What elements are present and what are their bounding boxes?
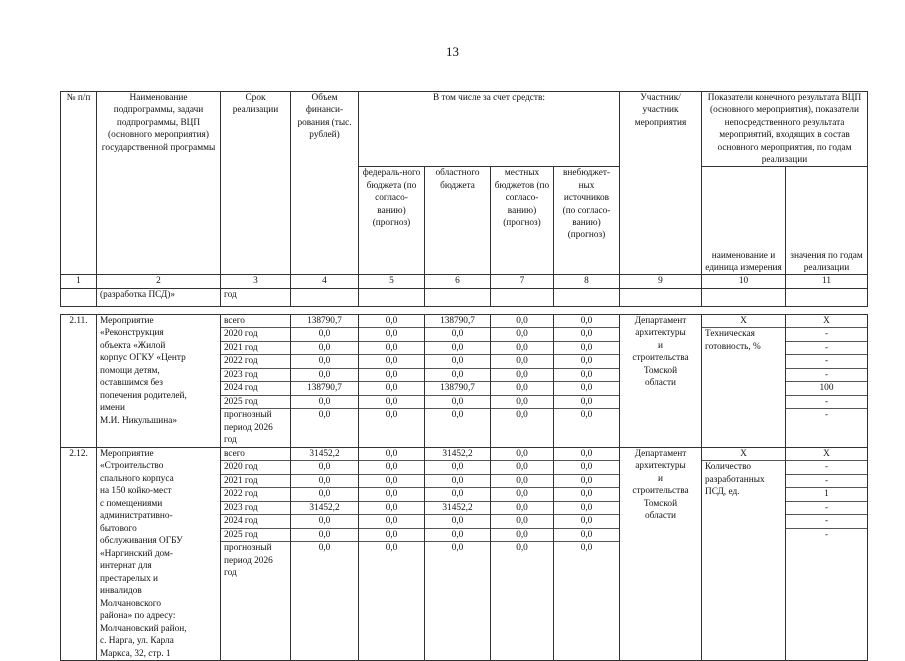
- volume-cell-line: 0,0: [291, 396, 358, 410]
- extra-cell-line: 0,0: [580, 543, 593, 554]
- federal-cell-line: 0,0: [359, 369, 424, 383]
- regional-cell-line: 0,0: [425, 515, 490, 529]
- participant-cell-line: архитектуры: [635, 328, 686, 339]
- extra-cell: [554, 314, 620, 447]
- activity-name-line: оставшимся без: [100, 378, 163, 389]
- term-cell-line: 2024 год: [221, 382, 290, 396]
- participant-cell: [620, 447, 702, 661]
- activity-name-line: объекта «Жилой: [100, 340, 166, 351]
- row-number: 2.12.: [61, 447, 97, 661]
- regional-cell-line: 0,0: [425, 369, 490, 383]
- regional-cell-line: 0,0: [425, 461, 490, 475]
- volume-cell-line: 0,0: [291, 529, 358, 543]
- activity-name-line: с. Нарга, ул. Карла: [100, 636, 174, 647]
- term-cell-line: 2022 год: [221, 355, 290, 369]
- indicator-values-cell-line: 1: [786, 488, 867, 502]
- regional-cell: [425, 314, 491, 447]
- term-cell-line: 2021 год: [221, 342, 290, 356]
- header-participant: Участник/ участник мероприятия: [620, 92, 702, 275]
- extra-cell-line: 0,0: [554, 475, 619, 489]
- volume-cell-line: 31452,2: [291, 502, 358, 516]
- local-cell-line: 0,0: [491, 355, 553, 369]
- extra-cell-line: 0,0: [554, 502, 619, 516]
- continuation-name: (разработка ПСД)»: [97, 288, 221, 306]
- header-extra: внебюджет-ных источников (по согласо-ванию) (прогноз): [554, 167, 620, 275]
- federal-cell-line: 0,0: [385, 410, 398, 421]
- indicator-name-line: готовность, %: [705, 341, 761, 352]
- activity-name-line: Молчановский район,: [100, 623, 187, 634]
- participant-cell-line: области: [644, 378, 677, 389]
- federal-cell-line: 0,0: [359, 515, 424, 529]
- indicator-name-cell: [702, 447, 786, 661]
- page-number: 13: [446, 44, 459, 59]
- indicator-values-cell-line: -: [824, 529, 829, 540]
- activity-name-line: помощи детям,: [100, 365, 160, 376]
- regional-cell-line: 0,0: [451, 543, 464, 554]
- regional-cell-line: 0,0: [425, 475, 490, 489]
- column-number-5: 5: [359, 275, 425, 288]
- header-name: Наименование подпрограммы, задачи подпрограммы, ВЦП (основного мероприятия) государственной программы: [97, 92, 221, 275]
- local-cell-line: 0,0: [516, 410, 528, 421]
- indicator-name-line: разработанных: [705, 474, 765, 485]
- local-cell-line: 0,0: [491, 342, 553, 356]
- column-number-3: 3: [221, 275, 291, 288]
- activity-name-line: инвалидов: [100, 586, 142, 597]
- activity-name-line: на 150 койко-мест: [100, 486, 172, 497]
- header-term: Срок реализации: [221, 92, 291, 275]
- activity-name-line: административно-: [100, 511, 173, 522]
- header-num: № п/п: [61, 92, 97, 275]
- activity-name-line: Молчановского: [100, 598, 162, 609]
- column-number-9: 9: [620, 275, 702, 288]
- indicator-name-line: Техническая: [705, 329, 755, 340]
- local-cell-line: 0,0: [491, 448, 553, 462]
- term-cell-line: 2021 год: [221, 475, 290, 489]
- table-row: [61, 314, 868, 447]
- federal-cell-line: 0,0: [359, 396, 424, 410]
- column-number-7: 7: [491, 275, 554, 288]
- header-volume: Объем финанси-рования (тыс. рублей): [291, 92, 359, 275]
- activity-name-line: интернат для: [100, 561, 152, 572]
- regional-cell-line: 31452,2: [425, 448, 490, 462]
- continuation-term: год: [221, 288, 291, 306]
- regional-cell-line: 31452,2: [425, 502, 490, 516]
- activity-name: [97, 447, 221, 661]
- indicator-values-cell-line: -: [786, 369, 867, 383]
- term-cell-line: 2025 год: [221, 529, 290, 543]
- extra-cell-line: 0,0: [554, 448, 619, 462]
- federal-cell: [359, 314, 425, 447]
- program-table: [60, 91, 868, 661]
- volume-cell: [291, 314, 359, 447]
- activity-name-line: «Наргинский дом-: [100, 548, 173, 559]
- activity-name-line: попечения родителей,: [100, 390, 187, 401]
- federal-cell: [359, 447, 425, 661]
- volume-cell-line: 0,0: [291, 369, 358, 383]
- volume-cell-line: 0,0: [291, 342, 358, 356]
- header-funding-group: В том числе за счет средств:: [359, 92, 620, 167]
- participant-cell-line: Департамент: [634, 315, 687, 326]
- local-cell: [491, 447, 554, 661]
- activity-name-line: «Строительство: [100, 461, 164, 472]
- activity-name-line: престарелых и: [100, 573, 159, 584]
- participant-cell-line: Томской: [643, 498, 678, 509]
- term-cell-line: прогнозный период 2026 год: [224, 543, 273, 579]
- header-local: местных бюджетов (по согласо-ванию) (прогноз): [491, 167, 554, 275]
- local-cell-line: 0,0: [491, 529, 553, 543]
- indicator-values-cell-line: -: [786, 355, 867, 369]
- extra-cell-line: 0,0: [554, 382, 619, 396]
- term-cell-line: 2023 год: [221, 502, 290, 516]
- activity-name-line: обслуживания ОГБУ: [100, 536, 183, 547]
- column-numbers-row: [61, 275, 868, 288]
- term-cell-line: 2023 год: [221, 369, 290, 383]
- table-row: [61, 447, 868, 661]
- volume-cell-line: 0,0: [318, 543, 331, 554]
- regional-cell-line: 0,0: [425, 529, 490, 543]
- activity-name-line: района» по адресу:: [100, 611, 176, 622]
- indicator-values-cell-line: -: [786, 328, 867, 342]
- regional-cell-line: 138790,7: [425, 315, 490, 329]
- federal-cell-line: 0,0: [359, 328, 424, 342]
- activity-name-line: Мероприятие: [100, 448, 154, 459]
- header-indicator-values: значения по годам реализации: [786, 167, 868, 275]
- regional-cell-line: 0,0: [425, 355, 490, 369]
- participant-cell-line: области: [644, 511, 677, 522]
- regional-cell-line: 0,0: [425, 396, 490, 410]
- local-cell-line: 0,0: [491, 396, 553, 410]
- term-cell-line: 2025 год: [221, 396, 290, 410]
- header-indicators-group: Показатели конечного результата ВЦП (основного мероприятия), показатели непосредственного результата мероприятий, входящих в состав основного мероприятия, по годам реализации: [702, 92, 868, 167]
- indicator-values-cell-line: 100: [786, 382, 867, 396]
- local-cell-line: 0,0: [491, 515, 553, 529]
- extra-cell-line: 0,0: [554, 342, 619, 356]
- activity-name-line: Маркса, 32, стр. 1: [100, 648, 171, 659]
- volume-cell: [291, 447, 359, 661]
- indicator-name-cell: [702, 314, 786, 447]
- continuation-row: [61, 288, 868, 306]
- volume-cell-line: 0,0: [318, 410, 331, 421]
- regional-cell-line: 0,0: [451, 410, 464, 421]
- term-cell: [221, 314, 291, 447]
- local-cell-line: 0,0: [491, 461, 553, 475]
- volume-cell-line: 0,0: [291, 328, 358, 342]
- extra-cell-line: 0,0: [554, 328, 619, 342]
- term-cell-line: 2022 год: [221, 488, 290, 502]
- participant-cell-line: и: [658, 473, 663, 484]
- local-cell-line: 0,0: [491, 382, 553, 396]
- extra-cell-line: 0,0: [554, 396, 619, 410]
- extra-cell-line: 0,0: [554, 355, 619, 369]
- row-number: 2.11.: [61, 314, 97, 447]
- federal-cell-line: 0,0: [359, 342, 424, 356]
- header-indicator-name: наименование и единица измерения: [702, 167, 786, 275]
- volume-cell-line: 0,0: [291, 488, 358, 502]
- term-cell-line: всего: [221, 448, 290, 462]
- activity-name-line: Мероприятие: [100, 315, 154, 326]
- extra-cell-line: 0,0: [554, 488, 619, 502]
- term-cell-line: всего: [221, 315, 290, 329]
- indicator-values-cell-line: -: [786, 396, 867, 410]
- indicator-values-cell-line: -: [824, 410, 829, 421]
- activity-name-line: имени: [100, 403, 125, 414]
- indicator-name-line: Количество: [705, 462, 752, 473]
- indicator-name-line: ПСД, ед.: [705, 487, 740, 498]
- participant-cell-line: архитектуры: [635, 461, 686, 472]
- federal-cell-line: 0,0: [359, 475, 424, 489]
- federal-cell-line: 0,0: [359, 355, 424, 369]
- activity-name: [97, 314, 221, 447]
- federal-cell-line: 0,0: [359, 502, 424, 516]
- local-cell-line: 0,0: [491, 315, 553, 329]
- federal-cell-line: 0,0: [359, 382, 424, 396]
- indicator-values-cell-line: -: [786, 502, 867, 516]
- federal-cell-line: 0,0: [359, 488, 424, 502]
- volume-cell-line: 0,0: [291, 515, 358, 529]
- indicator-values-cell-line: Х: [786, 448, 867, 462]
- local-cell-line: 0,0: [491, 369, 553, 383]
- regional-cell-line: 0,0: [425, 328, 490, 342]
- extra-cell-line: 0,0: [554, 369, 619, 383]
- indicator-values-cell-line: Х: [786, 315, 867, 329]
- federal-cell-line: 0,0: [385, 543, 398, 554]
- activity-name-line: корпус ОГКУ «Центр: [100, 353, 186, 364]
- column-number-8: 8: [554, 275, 620, 288]
- extra-cell-line: 0,0: [554, 461, 619, 475]
- indicator-head: Х: [702, 315, 785, 329]
- local-cell: [491, 314, 554, 447]
- federal-cell-line: 0,0: [359, 529, 424, 543]
- column-number-1: 1: [61, 275, 97, 288]
- column-number-6: 6: [425, 275, 491, 288]
- volume-cell-line: 0,0: [291, 461, 358, 475]
- regional-cell: [425, 447, 491, 661]
- indicator-values-cell-line: -: [786, 515, 867, 529]
- term-cell-line: 2020 год: [221, 461, 290, 475]
- volume-cell-line: 0,0: [291, 355, 358, 369]
- indicator-values-cell-line: -: [786, 475, 867, 489]
- extra-cell-line: 0,0: [554, 529, 619, 543]
- federal-cell-line: 0,0: [359, 461, 424, 475]
- column-number-10: 10: [702, 275, 786, 288]
- local-cell-line: 0,0: [491, 328, 553, 342]
- activity-name-line: спального корпуса: [100, 473, 174, 484]
- volume-cell-line: 138790,7: [291, 315, 358, 329]
- participant-cell: [620, 314, 702, 447]
- local-cell-line: 0,0: [491, 502, 553, 516]
- local-cell-line: 0,0: [516, 543, 528, 554]
- regional-cell-line: 0,0: [425, 488, 490, 502]
- header-federal: федераль-ного бюджета (по согласо-ванию) (прогноз): [359, 167, 425, 275]
- activity-name-line: «Реконструкция: [100, 328, 164, 339]
- indicator-values-cell-line: -: [786, 342, 867, 356]
- federal-cell-line: 0,0: [359, 315, 424, 329]
- local-cell-line: 0,0: [491, 475, 553, 489]
- federal-cell-line: 0,0: [359, 448, 424, 462]
- indicator-values-cell: [786, 447, 868, 661]
- indicator-values-cell: [786, 314, 868, 447]
- indicator-values-cell-line: -: [786, 461, 867, 475]
- participant-cell-line: строительства: [632, 486, 689, 497]
- volume-cell-line: 31452,2: [291, 448, 358, 462]
- column-number-4: 4: [291, 275, 359, 288]
- participant-cell-line: Томской: [643, 365, 678, 376]
- activity-name-line: с помещениями: [100, 498, 163, 509]
- local-cell-line: 0,0: [491, 488, 553, 502]
- participant-cell-line: и: [658, 340, 663, 351]
- term-cell-line: 2024 год: [221, 515, 290, 529]
- volume-cell-line: 0,0: [291, 475, 358, 489]
- regional-cell-line: 0,0: [425, 342, 490, 356]
- column-number-2: 2: [97, 275, 221, 288]
- volume-cell-line: 138790,7: [291, 382, 358, 396]
- term-cell-line: 2020 год: [221, 328, 290, 342]
- activity-name-line: бытового: [100, 523, 137, 534]
- participant-cell-line: Департамент: [634, 448, 687, 459]
- indicator-head: Х: [702, 448, 785, 462]
- term-cell: [221, 447, 291, 661]
- activity-name-line: М.И. Никульшина»: [100, 415, 178, 426]
- extra-cell: [554, 447, 620, 661]
- extra-cell-line: 0,0: [554, 515, 619, 529]
- header-regional: областного бюджета: [425, 167, 491, 275]
- term-cell-line: прогнозный период 2026 год: [224, 410, 273, 446]
- participant-cell-line: строительства: [632, 353, 689, 364]
- column-number-11: 11: [786, 275, 868, 288]
- regional-cell-line: 138790,7: [425, 382, 490, 396]
- extra-cell-line: 0,0: [580, 410, 593, 421]
- extra-cell-line: 0,0: [554, 315, 619, 329]
